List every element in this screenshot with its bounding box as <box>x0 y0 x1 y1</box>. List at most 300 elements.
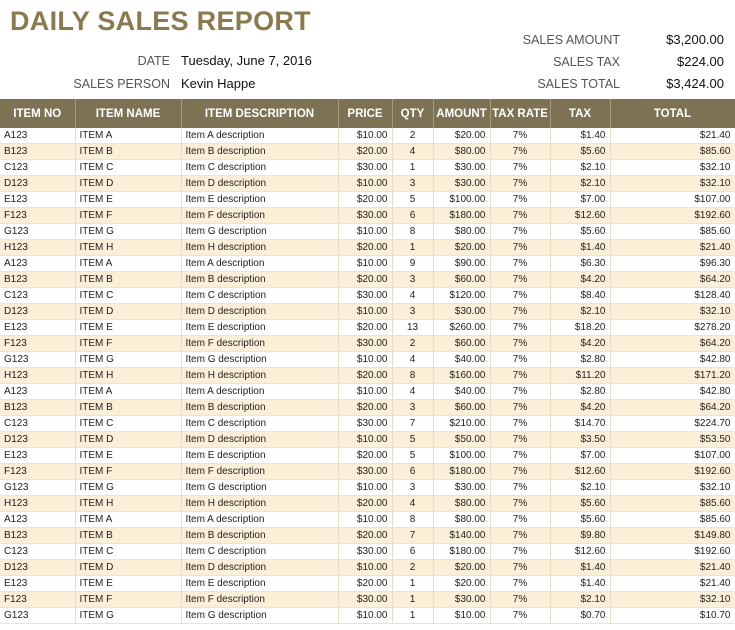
item-no-cell[interactable]: H123 <box>0 496 75 512</box>
col-header-item-name[interactable]: ITEM NAME <box>75 99 181 128</box>
qty-cell[interactable]: 4 <box>392 496 433 512</box>
amount-cell[interactable]: $30.00 <box>433 176 490 192</box>
tax-cell[interactable]: $5.60 <box>550 224 610 240</box>
tax-cell[interactable]: $12.60 <box>550 464 610 480</box>
qty-cell[interactable]: 3 <box>392 272 433 288</box>
item-no-cell[interactable]: B123 <box>0 528 75 544</box>
item-description-cell[interactable]: Item F description <box>181 592 338 608</box>
item-no-cell[interactable]: E123 <box>0 576 75 592</box>
amount-cell[interactable]: $140.00 <box>433 528 490 544</box>
item-name-cell[interactable]: ITEM H <box>75 368 181 384</box>
item-no-cell[interactable]: D123 <box>0 304 75 320</box>
item-no-cell[interactable]: G123 <box>0 224 75 240</box>
total-cell[interactable]: $64.20 <box>610 336 735 352</box>
price-cell[interactable]: $30.00 <box>338 208 392 224</box>
item-no-cell[interactable]: A123 <box>0 512 75 528</box>
amount-cell[interactable]: $60.00 <box>433 336 490 352</box>
item-name-cell[interactable]: ITEM C <box>75 544 181 560</box>
item-no-cell[interactable]: E123 <box>0 192 75 208</box>
price-cell[interactable]: $20.00 <box>338 272 392 288</box>
item-description-cell[interactable]: Item H description <box>181 368 338 384</box>
item-name-cell[interactable]: ITEM G <box>75 608 181 624</box>
amount-cell[interactable]: $40.00 <box>433 384 490 400</box>
amount-cell[interactable]: $60.00 <box>433 400 490 416</box>
item-name-cell[interactable]: ITEM E <box>75 576 181 592</box>
sales-tax-value: $224.00 <box>677 54 724 69</box>
tax-rate-cell[interactable]: 7% <box>490 576 550 592</box>
qty-cell[interactable]: 8 <box>392 368 433 384</box>
qty-cell[interactable]: 6 <box>392 544 433 560</box>
tax-rate-cell[interactable]: 7% <box>490 304 550 320</box>
amount-cell[interactable]: $20.00 <box>433 560 490 576</box>
price-cell[interactable]: $30.00 <box>338 416 392 432</box>
item-description-cell[interactable]: Item A description <box>181 256 338 272</box>
qty-cell[interactable]: 3 <box>392 400 433 416</box>
amount-cell[interactable]: $30.00 <box>433 160 490 176</box>
price-cell[interactable]: $10.00 <box>338 256 392 272</box>
item-name-cell[interactable]: ITEM G <box>75 480 181 496</box>
item-name-cell[interactable]: ITEM F <box>75 592 181 608</box>
tax-rate-cell[interactable]: 7% <box>490 416 550 432</box>
col-header-item-no[interactable]: ITEM NO <box>0 99 75 128</box>
price-cell[interactable]: $30.00 <box>338 288 392 304</box>
item-no-cell[interactable]: F123 <box>0 592 75 608</box>
col-header-item-description[interactable]: ITEM DESCRIPTION <box>181 99 338 128</box>
amount-cell[interactable]: $80.00 <box>433 496 490 512</box>
item-name-cell[interactable]: ITEM D <box>75 560 181 576</box>
qty-cell[interactable]: 8 <box>392 512 433 528</box>
qty-cell[interactable]: 5 <box>392 448 433 464</box>
total-cell[interactable]: $85.60 <box>610 144 735 160</box>
price-cell[interactable]: $10.00 <box>338 384 392 400</box>
qty-cell[interactable]: 6 <box>392 208 433 224</box>
item-no-cell[interactable]: F123 <box>0 208 75 224</box>
qty-cell[interactable]: 4 <box>392 352 433 368</box>
amount-cell[interactable]: $80.00 <box>433 512 490 528</box>
qty-cell[interactable]: 1 <box>392 608 433 624</box>
col-header-tax-rate[interactable]: TAX RATE <box>490 99 550 128</box>
total-cell[interactable]: $171.20 <box>610 368 735 384</box>
price-cell[interactable]: $20.00 <box>338 576 392 592</box>
item-description-cell[interactable]: Item E description <box>181 320 338 336</box>
item-description-cell[interactable]: Item A description <box>181 128 338 144</box>
total-cell[interactable]: $32.10 <box>610 480 735 496</box>
tax-rate-cell[interactable]: 7% <box>490 192 550 208</box>
tax-cell[interactable]: $12.60 <box>550 544 610 560</box>
tax-rate-cell[interactable]: 7% <box>490 208 550 224</box>
total-cell[interactable]: $64.20 <box>610 272 735 288</box>
tax-rate-cell[interactable]: 7% <box>490 480 550 496</box>
table-row <box>0 224 735 240</box>
tax-cell[interactable]: $1.40 <box>550 560 610 576</box>
total-cell[interactable]: $107.00 <box>610 448 735 464</box>
item-no-cell[interactable]: C123 <box>0 544 75 560</box>
item-no-cell[interactable]: H123 <box>0 240 75 256</box>
tax-cell[interactable]: $6.30 <box>550 256 610 272</box>
total-cell[interactable]: $32.10 <box>610 176 735 192</box>
amount-cell[interactable]: $180.00 <box>433 464 490 480</box>
total-cell[interactable]: $192.60 <box>610 464 735 480</box>
item-name-cell[interactable]: ITEM G <box>75 224 181 240</box>
total-cell[interactable]: $32.10 <box>610 304 735 320</box>
total-cell[interactable]: $32.10 <box>610 592 735 608</box>
item-description-cell[interactable]: Item E description <box>181 192 338 208</box>
item-description-cell[interactable]: Item C description <box>181 160 338 176</box>
price-cell[interactable]: $10.00 <box>338 432 392 448</box>
price-cell[interactable]: $20.00 <box>338 240 392 256</box>
amount-cell[interactable]: $80.00 <box>433 224 490 240</box>
price-cell[interactable]: $20.00 <box>338 144 392 160</box>
amount-cell[interactable]: $120.00 <box>433 288 490 304</box>
col-header-amount[interactable]: AMOUNT <box>433 99 490 128</box>
price-cell[interactable]: $20.00 <box>338 496 392 512</box>
amount-cell[interactable]: $40.00 <box>433 352 490 368</box>
tax-rate-cell[interactable]: 7% <box>490 144 550 160</box>
price-cell[interactable]: $20.00 <box>338 448 392 464</box>
item-no-cell[interactable]: A123 <box>0 128 75 144</box>
amount-cell[interactable]: $30.00 <box>433 592 490 608</box>
tax-cell[interactable]: $2.80 <box>550 384 610 400</box>
total-cell[interactable]: $21.40 <box>610 576 735 592</box>
tax-rate-cell[interactable]: 7% <box>490 512 550 528</box>
item-description-cell[interactable]: Item D description <box>181 560 338 576</box>
item-no-cell[interactable]: E123 <box>0 448 75 464</box>
qty-cell[interactable]: 2 <box>392 128 433 144</box>
tax-cell[interactable]: $0.70 <box>550 608 610 624</box>
date-value[interactable]: Tuesday, June 7, 2016 <box>181 53 312 68</box>
amount-cell[interactable]: $210.00 <box>433 416 490 432</box>
tax-rate-cell[interactable]: 7% <box>490 224 550 240</box>
item-no-cell[interactable]: G123 <box>0 352 75 368</box>
tax-cell[interactable]: $8.40 <box>550 288 610 304</box>
tax-rate-cell[interactable]: 7% <box>490 560 550 576</box>
item-description-cell[interactable]: Item D description <box>181 176 338 192</box>
item-no-cell[interactable]: F123 <box>0 336 75 352</box>
item-description-cell[interactable]: Item G description <box>181 480 338 496</box>
qty-cell[interactable]: 3 <box>392 176 433 192</box>
tax-rate-cell[interactable]: 7% <box>490 592 550 608</box>
tax-cell[interactable]: $7.00 <box>550 448 610 464</box>
table-row <box>0 432 735 448</box>
item-no-cell[interactable]: A123 <box>0 256 75 272</box>
qty-cell[interactable]: 2 <box>392 336 433 352</box>
tax-rate-cell[interactable]: 7% <box>490 320 550 336</box>
item-description-cell[interactable]: Item A description <box>181 384 338 400</box>
tax-rate-cell[interactable]: 7% <box>490 256 550 272</box>
item-name-cell[interactable]: ITEM B <box>75 144 181 160</box>
total-cell[interactable]: $278.20 <box>610 320 735 336</box>
item-name-cell[interactable]: ITEM C <box>75 160 181 176</box>
tax-rate-cell[interactable]: 7% <box>490 336 550 352</box>
tax-rate-cell[interactable]: 7% <box>490 448 550 464</box>
qty-cell[interactable]: 1 <box>392 576 433 592</box>
tax-cell[interactable]: $7.00 <box>550 192 610 208</box>
table-row <box>0 160 735 176</box>
tax-rate-cell[interactable]: 7% <box>490 544 550 560</box>
table-row <box>0 256 735 272</box>
total-cell[interactable]: $21.40 <box>610 240 735 256</box>
qty-cell[interactable]: 3 <box>392 304 433 320</box>
item-name-cell[interactable]: ITEM A <box>75 384 181 400</box>
total-cell[interactable]: $149.80 <box>610 528 735 544</box>
price-cell[interactable]: $10.00 <box>338 224 392 240</box>
amount-cell[interactable]: $30.00 <box>433 480 490 496</box>
tax-cell[interactable]: $1.40 <box>550 576 610 592</box>
total-cell[interactable]: $32.10 <box>610 160 735 176</box>
sales-total-value: $3,424.00 <box>666 76 724 91</box>
total-cell[interactable]: $192.60 <box>610 208 735 224</box>
col-header-tax[interactable]: TAX <box>550 99 610 128</box>
price-cell[interactable]: $10.00 <box>338 128 392 144</box>
total-cell[interactable]: $85.60 <box>610 512 735 528</box>
item-name-cell[interactable]: ITEM D <box>75 176 181 192</box>
amount-cell[interactable]: $180.00 <box>433 544 490 560</box>
amount-cell[interactable]: $180.00 <box>433 208 490 224</box>
qty-cell[interactable]: 6 <box>392 464 433 480</box>
item-name-cell[interactable]: ITEM D <box>75 304 181 320</box>
tax-cell[interactable]: $1.40 <box>550 240 610 256</box>
tax-rate-cell[interactable]: 7% <box>490 272 550 288</box>
item-no-cell[interactable]: B123 <box>0 272 75 288</box>
total-cell[interactable]: $21.40 <box>610 560 735 576</box>
qty-cell[interactable]: 3 <box>392 480 433 496</box>
amount-cell[interactable]: $50.00 <box>433 432 490 448</box>
amount-cell[interactable]: $80.00 <box>433 144 490 160</box>
item-description-cell[interactable]: Item C description <box>181 416 338 432</box>
item-description-cell[interactable]: Item F description <box>181 336 338 352</box>
price-cell[interactable]: $20.00 <box>338 528 392 544</box>
item-description-cell[interactable]: Item C description <box>181 544 338 560</box>
item-description-cell[interactable]: Item G description <box>181 224 338 240</box>
amount-cell[interactable]: $30.00 <box>433 304 490 320</box>
item-no-cell[interactable]: C123 <box>0 288 75 304</box>
qty-cell[interactable]: 1 <box>392 160 433 176</box>
tax-cell[interactable]: $2.10 <box>550 480 610 496</box>
item-no-cell[interactable]: B123 <box>0 144 75 160</box>
item-description-cell[interactable]: Item H description <box>181 240 338 256</box>
col-header-total[interactable]: TOTAL <box>610 99 735 128</box>
item-no-cell[interactable]: F123 <box>0 464 75 480</box>
amount-cell[interactable]: $20.00 <box>433 128 490 144</box>
item-description-cell[interactable]: Item H description <box>181 496 338 512</box>
item-description-cell[interactable]: Item D description <box>181 432 338 448</box>
qty-cell[interactable]: 4 <box>392 288 433 304</box>
item-name-cell[interactable]: ITEM F <box>75 208 181 224</box>
price-cell[interactable]: $10.00 <box>338 176 392 192</box>
tax-cell[interactable]: $4.20 <box>550 400 610 416</box>
item-name-cell[interactable]: ITEM C <box>75 416 181 432</box>
qty-cell[interactable]: 7 <box>392 528 433 544</box>
item-name-cell[interactable]: ITEM B <box>75 400 181 416</box>
item-name-cell[interactable]: ITEM H <box>75 240 181 256</box>
qty-cell[interactable]: 4 <box>392 384 433 400</box>
tax-cell[interactable]: $2.80 <box>550 352 610 368</box>
item-description-cell[interactable]: Item F description <box>181 208 338 224</box>
total-cell[interactable]: $21.40 <box>610 128 735 144</box>
item-no-cell[interactable]: B123 <box>0 400 75 416</box>
price-cell[interactable]: $20.00 <box>338 192 392 208</box>
total-cell[interactable]: $42.80 <box>610 384 735 400</box>
amount-cell[interactable]: $100.00 <box>433 448 490 464</box>
qty-cell[interactable]: 5 <box>392 192 433 208</box>
col-header-qty[interactable]: QTY <box>392 99 433 128</box>
tax-cell[interactable]: $12.60 <box>550 208 610 224</box>
tax-cell[interactable]: $11.20 <box>550 368 610 384</box>
qty-cell[interactable]: 13 <box>392 320 433 336</box>
tax-rate-cell[interactable]: 7% <box>490 176 550 192</box>
item-no-cell[interactable]: D123 <box>0 432 75 448</box>
item-name-cell[interactable]: ITEM H <box>75 496 181 512</box>
item-description-cell[interactable]: Item G description <box>181 352 338 368</box>
qty-cell[interactable]: 1 <box>392 592 433 608</box>
tax-rate-cell[interactable]: 7% <box>490 496 550 512</box>
qty-cell[interactable]: 1 <box>392 240 433 256</box>
tax-rate-cell[interactable]: 7% <box>490 464 550 480</box>
item-description-cell[interactable]: Item B description <box>181 400 338 416</box>
total-cell[interactable]: $96.30 <box>610 256 735 272</box>
amount-cell[interactable]: $100.00 <box>433 192 490 208</box>
qty-cell[interactable]: 5 <box>392 432 433 448</box>
table-row <box>0 576 735 592</box>
price-cell[interactable]: $20.00 <box>338 400 392 416</box>
price-cell[interactable]: $30.00 <box>338 336 392 352</box>
item-description-cell[interactable]: Item C description <box>181 288 338 304</box>
tax-cell[interactable]: $2.10 <box>550 592 610 608</box>
tax-rate-cell[interactable]: 7% <box>490 384 550 400</box>
tax-cell[interactable]: $2.10 <box>550 160 610 176</box>
qty-cell[interactable]: 9 <box>392 256 433 272</box>
item-no-cell[interactable]: G123 <box>0 608 75 624</box>
price-cell[interactable]: $10.00 <box>338 304 392 320</box>
item-description-cell[interactable]: Item E description <box>181 448 338 464</box>
amount-cell[interactable]: $160.00 <box>433 368 490 384</box>
total-cell[interactable]: $10.70 <box>610 608 735 624</box>
price-cell[interactable]: $30.00 <box>338 592 392 608</box>
total-cell[interactable]: $224.70 <box>610 416 735 432</box>
item-name-cell[interactable]: ITEM F <box>75 464 181 480</box>
price-cell[interactable]: $30.00 <box>338 544 392 560</box>
price-cell[interactable]: $10.00 <box>338 352 392 368</box>
qty-cell[interactable]: 8 <box>392 224 433 240</box>
item-name-cell[interactable]: ITEM A <box>75 256 181 272</box>
item-no-cell[interactable]: H123 <box>0 368 75 384</box>
item-description-cell[interactable]: Item G description <box>181 608 338 624</box>
qty-cell[interactable]: 4 <box>392 144 433 160</box>
price-cell[interactable]: $20.00 <box>338 320 392 336</box>
price-cell[interactable]: $20.00 <box>338 368 392 384</box>
amount-cell[interactable]: $20.00 <box>433 576 490 592</box>
item-no-cell[interactable]: G123 <box>0 480 75 496</box>
tax-rate-cell[interactable]: 7% <box>490 400 550 416</box>
total-cell[interactable]: $85.60 <box>610 496 735 512</box>
tax-cell[interactable]: $1.40 <box>550 128 610 144</box>
tax-rate-cell[interactable]: 7% <box>490 432 550 448</box>
item-description-cell[interactable]: Item A description <box>181 512 338 528</box>
price-cell[interactable]: $10.00 <box>338 512 392 528</box>
tax-rate-cell[interactable]: 7% <box>490 288 550 304</box>
amount-cell[interactable]: $10.00 <box>433 608 490 624</box>
item-description-cell[interactable]: Item B description <box>181 528 338 544</box>
price-cell[interactable]: $30.00 <box>338 464 392 480</box>
item-name-cell[interactable]: ITEM G <box>75 352 181 368</box>
tax-cell[interactable]: $5.60 <box>550 512 610 528</box>
item-name-cell[interactable]: ITEM C <box>75 288 181 304</box>
item-name-cell[interactable]: ITEM E <box>75 448 181 464</box>
item-no-cell[interactable]: E123 <box>0 320 75 336</box>
item-no-cell[interactable]: A123 <box>0 384 75 400</box>
item-name-cell[interactable]: ITEM B <box>75 528 181 544</box>
item-no-cell[interactable]: D123 <box>0 176 75 192</box>
item-name-cell[interactable]: ITEM D <box>75 432 181 448</box>
tax-rate-cell[interactable]: 7% <box>490 368 550 384</box>
item-name-cell[interactable]: ITEM A <box>75 128 181 144</box>
item-description-cell[interactable]: Item B description <box>181 144 338 160</box>
table-row <box>0 384 735 400</box>
col-header-price[interactable]: PRICE <box>338 99 392 128</box>
price-cell[interactable]: $10.00 <box>338 608 392 624</box>
qty-cell[interactable]: 2 <box>392 560 433 576</box>
item-no-cell[interactable]: D123 <box>0 560 75 576</box>
item-description-cell[interactable]: Item E description <box>181 576 338 592</box>
item-name-cell[interactable]: ITEM E <box>75 192 181 208</box>
tax-cell[interactable]: $14.70 <box>550 416 610 432</box>
tax-rate-cell[interactable]: 7% <box>490 128 550 144</box>
item-name-cell[interactable]: ITEM F <box>75 336 181 352</box>
tax-cell[interactable]: $5.60 <box>550 144 610 160</box>
item-description-cell[interactable]: Item D description <box>181 304 338 320</box>
tax-rate-cell[interactable]: 7% <box>490 240 550 256</box>
tax-cell[interactable]: $9.80 <box>550 528 610 544</box>
tax-cell[interactable]: $2.10 <box>550 176 610 192</box>
item-name-cell[interactable]: ITEM A <box>75 512 181 528</box>
sales-person-value[interactable]: Kevin Happe <box>181 76 256 91</box>
total-cell[interactable]: $107.00 <box>610 192 735 208</box>
tax-cell[interactable]: $4.20 <box>550 336 610 352</box>
total-cell[interactable]: $42.80 <box>610 352 735 368</box>
amount-cell[interactable]: $60.00 <box>433 272 490 288</box>
total-cell[interactable]: $53.50 <box>610 432 735 448</box>
item-name-cell[interactable]: ITEM B <box>75 272 181 288</box>
total-cell[interactable]: $85.60 <box>610 224 735 240</box>
amount-cell[interactable]: $90.00 <box>433 256 490 272</box>
amount-cell[interactable]: $260.00 <box>433 320 490 336</box>
total-cell[interactable]: $64.20 <box>610 400 735 416</box>
tax-cell[interactable]: $2.10 <box>550 304 610 320</box>
item-name-cell[interactable]: ITEM E <box>75 320 181 336</box>
tax-rate-cell[interactable]: 7% <box>490 160 550 176</box>
price-cell[interactable]: $30.00 <box>338 160 392 176</box>
amount-cell[interactable]: $20.00 <box>433 240 490 256</box>
total-cell[interactable]: $128.40 <box>610 288 735 304</box>
item-no-cell[interactable]: C123 <box>0 416 75 432</box>
item-no-cell[interactable]: C123 <box>0 160 75 176</box>
sales-total-label: SALES TOTAL <box>537 77 620 91</box>
tax-cell[interactable]: $4.20 <box>550 272 610 288</box>
total-cell[interactable]: $192.60 <box>610 544 735 560</box>
tax-rate-cell[interactable]: 7% <box>490 352 550 368</box>
tax-rate-cell[interactable]: 7% <box>490 608 550 624</box>
item-description-cell[interactable]: Item F description <box>181 464 338 480</box>
item-description-cell[interactable]: Item B description <box>181 272 338 288</box>
table-row <box>0 464 735 480</box>
tax-rate-cell[interactable]: 7% <box>490 528 550 544</box>
tax-cell[interactable]: $3.50 <box>550 432 610 448</box>
qty-cell[interactable]: 7 <box>392 416 433 432</box>
tax-cell[interactable]: $5.60 <box>550 496 610 512</box>
tax-cell[interactable]: $18.20 <box>550 320 610 336</box>
price-cell[interactable]: $10.00 <box>338 560 392 576</box>
price-cell[interactable]: $10.00 <box>338 480 392 496</box>
